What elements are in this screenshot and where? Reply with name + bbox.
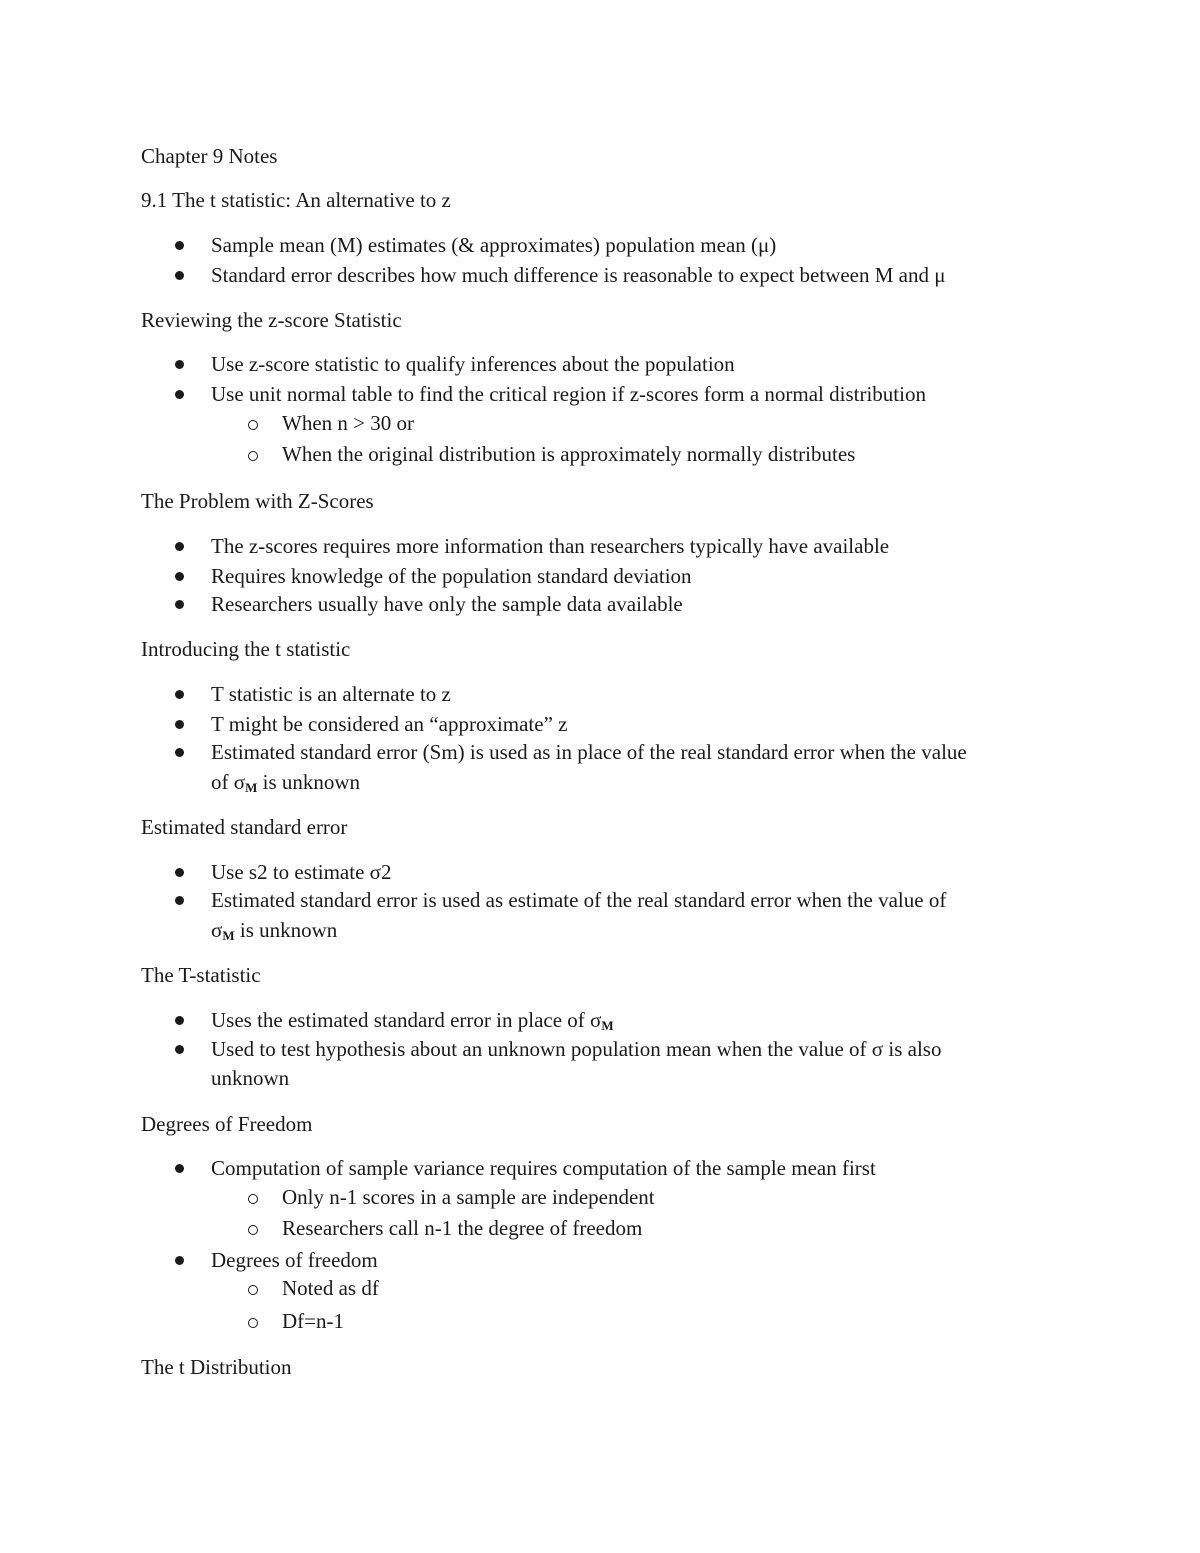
sub-bullet-item: Researchers call n-1 the degree of freedom	[282, 1216, 643, 1240]
subscript-m: M	[601, 1018, 614, 1033]
sub-bullet-icon	[248, 1194, 258, 1204]
section-heading: The T-statistic	[141, 963, 261, 987]
bullet-item-continuation	[211, 916, 337, 950]
sub-bullet-item: When the original distribution is approximately normally distributes	[282, 442, 856, 466]
bullet-icon	[175, 1164, 184, 1173]
sub-bullet-icon	[248, 420, 258, 430]
bullet-text-fragment: is unknown	[239, 918, 338, 942]
bullet-icon	[175, 572, 184, 581]
section-heading: Reviewing the z-score Statistic	[141, 308, 402, 332]
section-heading: 9.1 The t statistic: An alternative to z	[141, 188, 451, 212]
bullet-icon	[175, 1256, 184, 1265]
bullet-item: T statistic is an alternate to z	[211, 682, 451, 706]
bullet-item: Use z-score statistic to qualify inferences about the population	[211, 352, 735, 376]
bullet-icon	[175, 896, 184, 905]
bullet-item: Estimated standard error is used as estimate of the real standard error when the value of	[211, 888, 947, 912]
sub-bullet-icon	[248, 1285, 258, 1295]
section-heading: The t Distribution	[141, 1355, 292, 1379]
bullet-icon	[175, 600, 184, 609]
subscript-m: M	[245, 780, 258, 795]
bullet-icon	[175, 390, 184, 399]
bullet-item: T might be considered an “approximate” z	[211, 712, 568, 736]
bullet-icon	[175, 748, 184, 757]
sub-bullet-item: Df=n-1	[282, 1309, 344, 1333]
bullet-icon	[175, 690, 184, 699]
bullet-icon	[175, 1045, 184, 1054]
bullet-text-fragment: of σ	[211, 770, 246, 794]
bullet-text-fragment: Uses the estimated standard error in place of σ	[211, 1008, 602, 1032]
section-heading: Introducing the t statistic	[141, 637, 351, 661]
sub-bullet-item: Only n-1 scores in a sample are independent	[282, 1185, 655, 1209]
bullet-item: Requires knowledge of the population standard deviation	[211, 564, 692, 588]
bullet-item: Use unit normal table to find the critical region if z-scores form a normal distribution	[211, 382, 926, 406]
bullet-item: Degrees of freedom	[211, 1248, 378, 1272]
bullet-item: Standard error describes how much difference is reasonable to expect between M and μ	[211, 263, 946, 287]
bullet-item: The z-scores requires more information than researchers typically have available	[211, 534, 890, 558]
section-heading: Estimated standard error	[141, 815, 348, 839]
subscript-m: M	[222, 928, 235, 943]
bullet-item-continuation	[211, 768, 360, 802]
bullet-icon	[175, 1016, 184, 1025]
sub-bullet-icon	[248, 1318, 258, 1328]
bullet-item: Estimated standard error (Sm) is used as in place of the real standard error when the value	[211, 740, 967, 764]
sub-bullet-icon	[248, 451, 258, 461]
sub-bullet-item: Noted as df	[282, 1276, 379, 1300]
bullet-icon	[175, 868, 184, 877]
section-heading: Degrees of Freedom	[141, 1112, 313, 1136]
bullet-item: Computation of sample variance requires computation of the sample mean first	[211, 1156, 876, 1180]
bullet-icon	[175, 720, 184, 729]
bullet-text-fragment: σ	[211, 918, 223, 942]
bullet-item: Used to test hypothesis about an unknown population mean when the value of σ is also	[211, 1037, 942, 1061]
bullet-item: Sample mean (M) estimates (& approximates) population mean (μ)	[211, 233, 777, 257]
bullet-item: Use s2 to estimate σ2	[211, 860, 392, 884]
bullet-icon	[175, 271, 184, 280]
bullet-text-fragment: is unknown	[262, 770, 361, 794]
bullet-item-continuation: unknown	[211, 1066, 290, 1090]
bullet-icon	[175, 542, 184, 551]
section-heading: The Problem with Z-Scores	[141, 489, 374, 513]
document-title: Chapter 9 Notes	[141, 144, 278, 168]
sub-bullet-item: When n > 30 or	[282, 411, 414, 435]
bullet-item: Researchers usually have only the sample data available	[211, 592, 683, 616]
bullet-icon	[175, 360, 184, 369]
bullet-icon	[175, 241, 184, 250]
sub-bullet-icon	[248, 1225, 258, 1235]
